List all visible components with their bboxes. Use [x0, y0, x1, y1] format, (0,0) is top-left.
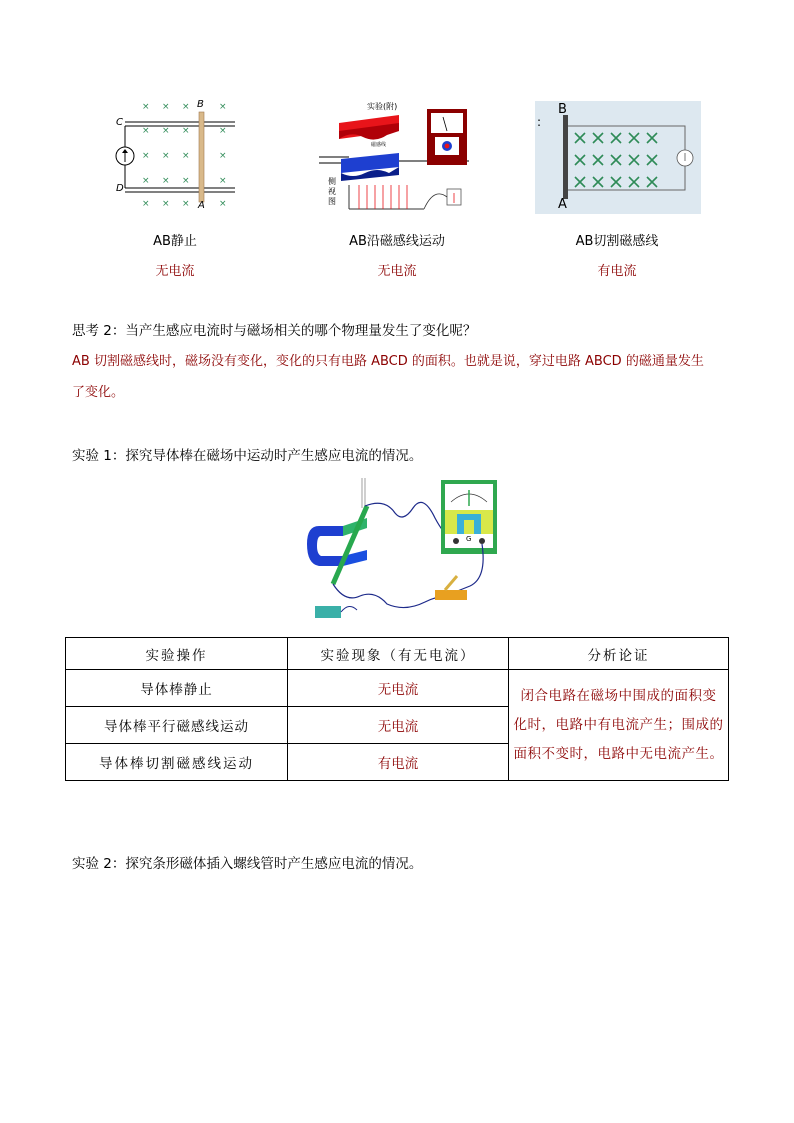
- label-title: 实验(附): [367, 102, 398, 111]
- caption-2: AB沿磁感线运动: [349, 234, 445, 249]
- table-row: [66, 670, 729, 707]
- header-analysis: 分析论证: [509, 638, 729, 670]
- figure-rails: [113, 100, 243, 212]
- row-op: 导体棒平行磁感线运动: [66, 707, 288, 744]
- svg-text:×: ×: [142, 199, 150, 209]
- label-b: B: [197, 99, 204, 110]
- svg-text:×: ×: [162, 151, 170, 161]
- analysis-prefix: 面: [513, 745, 528, 762]
- label-a3: A: [558, 197, 567, 212]
- label-d: D: [116, 183, 124, 194]
- analysis-line: 化时，电路中有电流产生；围成的: [513, 716, 724, 733]
- analysis-cell: [509, 670, 729, 781]
- svg-text:×: ×: [182, 126, 190, 136]
- svg-text:×: ×: [219, 176, 227, 186]
- result-3: 有电流: [597, 264, 637, 279]
- caption-3: AB切割磁感线: [575, 234, 659, 249]
- svg-text:×: ×: [142, 126, 150, 136]
- figure-magnets: [319, 101, 475, 214]
- svg-text:×: ×: [142, 176, 150, 186]
- row-op: 导体棒静止: [66, 670, 288, 707]
- magnets-diagram: [319, 101, 475, 214]
- svg-text:×: ×: [162, 176, 170, 186]
- svg-text:×: ×: [182, 199, 190, 209]
- result-2: 无电流: [377, 264, 417, 279]
- svg-text:×: ×: [142, 102, 150, 112]
- svg-text:×: ×: [219, 102, 227, 112]
- svg-text:×: ×: [162, 102, 170, 112]
- svg-text:×: ×: [219, 151, 227, 161]
- svg-text:×: ×: [142, 151, 150, 161]
- label-b3: B: [558, 102, 567, 117]
- exp2-title: 实验 2：探究条形磁体插入螺线管时产生感应电流的情况。: [72, 856, 423, 872]
- svg-text:×: ×: [182, 151, 190, 161]
- analysis-line: 闭合电路在磁场中围成的面积变: [520, 687, 717, 704]
- label-a: A: [198, 200, 205, 211]
- apparatus-diagram: [305, 478, 500, 620]
- label-side: 侧视图: [328, 177, 336, 206]
- row-result: 无电流: [288, 707, 509, 744]
- table-header-row: [66, 638, 729, 670]
- think2-answer-line1: AB 切割磁感线时，磁场没有变化，变化的只有电路 ABCD 的面积。也就是说，穿过电路 ABCD 的磁通量发生: [72, 354, 704, 369]
- svg-text:×: ×: [162, 199, 170, 209]
- label-c: C: [116, 117, 123, 128]
- exp1-apparatus: [305, 478, 500, 620]
- analysis-line: 积不变时，电路中无电流产生。: [527, 745, 724, 762]
- label-small: 磁感线: [371, 142, 387, 148]
- header-phenomenon: 实验现象（有无电流）: [288, 638, 509, 670]
- label-colon: :: [537, 115, 542, 129]
- exp1-title: 实验 1：探究导体棒在磁场中运动时产生感应电流的情况。: [72, 448, 423, 464]
- result-1: 无电流: [155, 264, 195, 279]
- svg-text:×: ×: [219, 199, 227, 209]
- exp1-table: [65, 637, 729, 781]
- row-result: 有电流: [288, 744, 509, 781]
- row-result: 无电流: [288, 670, 509, 707]
- think2-question: 思考 2：当产生感应电流时与磁场相关的哪个物理量发生了变化呢？: [72, 323, 477, 339]
- meter-label: G: [466, 535, 472, 543]
- think2-answer-line2: 了变化。: [72, 385, 125, 400]
- rails-diagram: [113, 100, 243, 212]
- svg-text:×: ×: [182, 176, 190, 186]
- header-op: 实验操作: [66, 638, 288, 670]
- figure-cutting: [535, 101, 701, 214]
- analysis-line-3: [513, 740, 724, 769]
- caption-1: AB静止: [153, 234, 197, 249]
- svg-text:×: ×: [219, 126, 227, 136]
- row-op: 导体棒切割磁感线运动: [66, 744, 288, 781]
- svg-text:×: ×: [162, 126, 170, 136]
- svg-text:×: ×: [182, 102, 190, 112]
